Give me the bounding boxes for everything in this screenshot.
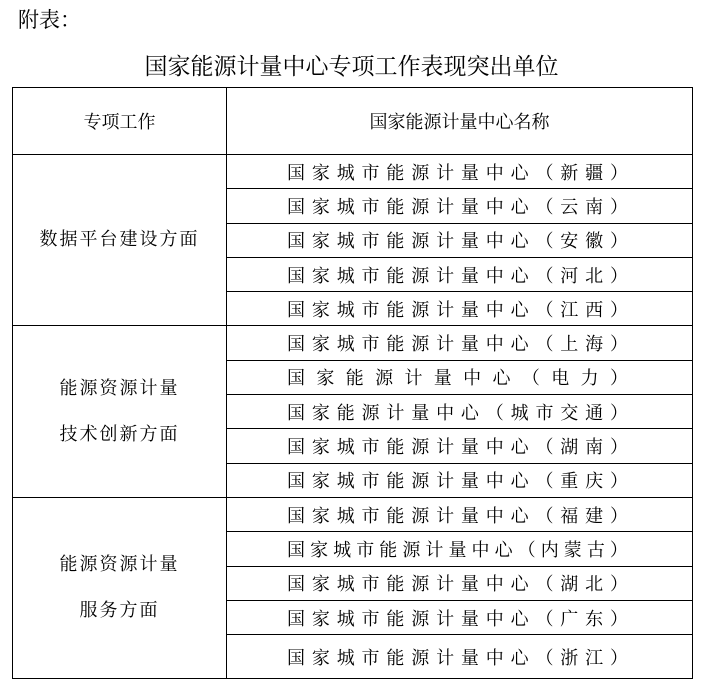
center-name: 国 家 城 市 能 源 计 量 中 心 （ 福 建 ） xyxy=(287,505,628,527)
category-line-1: 能源资源计量 xyxy=(59,554,180,576)
center-name: 国 家 城 市 能 源 计 量 中 心 （ 江 西 ） xyxy=(287,299,628,321)
center-name-cell xyxy=(227,395,693,429)
category-cell xyxy=(13,155,227,326)
center-name-cell xyxy=(227,429,693,463)
center-name: 国 家 城 市 能 源 计 量 中 心 （ 广 东 ） xyxy=(287,608,628,630)
center-name-cell xyxy=(227,497,693,531)
document-title: 国家能源计量中心专项工作表现突出单位 xyxy=(144,54,559,80)
category-cell xyxy=(13,326,227,497)
table-header-row xyxy=(13,88,693,155)
appendix-label: 附表： xyxy=(18,8,81,32)
center-name: 国 家 城 市 能 源 计 量 中 心 （ 湖 北 ） xyxy=(287,574,628,596)
category-cell xyxy=(13,497,227,678)
center-name: 国 家 城 市 能 源 计 量 中 心 （ 新 疆 ） xyxy=(287,162,628,184)
center-name-cell xyxy=(227,155,693,189)
table-body xyxy=(13,155,693,679)
center-name-cell xyxy=(227,292,693,326)
center-name: 国 家 城 市 能 源 计 量 中 心 （ 安 徽 ） xyxy=(287,231,628,253)
table-row xyxy=(13,326,693,360)
center-name: 国 家 城 市 能 源 计 量 中 心 （ 河 北 ） xyxy=(287,265,628,287)
center-name-cell xyxy=(227,635,693,679)
header-center-name: 国家能源计量中心名称 xyxy=(227,88,693,155)
center-name: 国 家 城 市 能 源 计 量 中 心 （ 内 蒙 古 ） xyxy=(287,539,628,561)
table-row xyxy=(13,155,693,189)
center-name-cell xyxy=(227,223,693,257)
center-name-cell xyxy=(227,600,693,634)
center-name-cell xyxy=(227,360,693,394)
center-name-cell xyxy=(227,463,693,497)
category-line-1: 数据平台建设方面 xyxy=(39,229,200,251)
center-name: 国 家 城 市 能 源 计 量 中 心 （ 重 庆 ） xyxy=(287,471,628,493)
category-line-2: 技术创新方面 xyxy=(59,423,180,445)
center-name-cell xyxy=(227,189,693,223)
category-line-1: 能源资源计量 xyxy=(59,377,180,399)
category-line-2: 服务方面 xyxy=(79,600,160,622)
center-name-cell xyxy=(227,532,693,566)
center-name: 国 家 城 市 能 源 计 量 中 心 （ 浙 江 ） xyxy=(287,647,628,669)
center-name: 国 家 城 市 能 源 计 量 中 心 （ 上 海 ） xyxy=(287,334,628,356)
center-name-cell xyxy=(227,566,693,600)
center-name-cell xyxy=(227,326,693,360)
center-name-cell xyxy=(227,257,693,291)
header-special-work: 专项工作 xyxy=(13,88,227,155)
center-name: 国 家 城 市 能 源 计 量 中 心 （ 湖 南 ） xyxy=(287,437,628,459)
center-name: 国 家 城 市 能 源 计 量 中 心 （ 云 南 ） xyxy=(287,196,628,218)
center-name: 国 家 能 源 计 量 中 心 （ 城 市 交 通 ） xyxy=(287,402,628,424)
units-table xyxy=(12,87,693,679)
table-row xyxy=(13,497,693,531)
center-name: 国 家 能 源 计 量 中 心 （ 电 力 ） xyxy=(287,368,628,390)
